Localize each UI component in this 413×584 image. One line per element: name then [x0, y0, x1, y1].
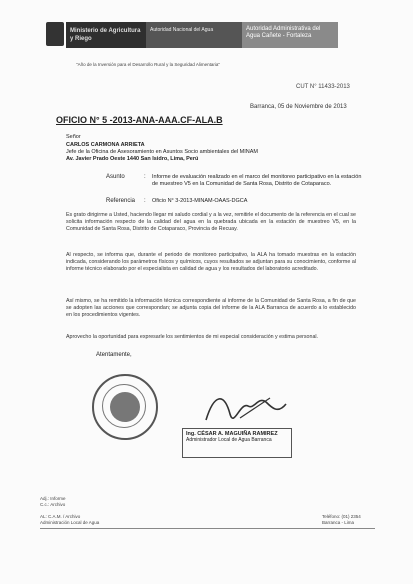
footer-line: Adj.: Informe	[40, 496, 66, 501]
letterhead-authority: Autoridad Administrativa del Agua Cañete - Fortaleza	[242, 22, 338, 48]
asunto-text: Informe de evaluación realizado en el marco del monitoreo participativo en la estación de muestreo V5 en la Comunidad de Santa Rosa, Distrito de Cotaparaco.	[152, 174, 362, 187]
letterhead-ministry: Ministerio de Agricultura y Riego	[66, 22, 146, 48]
footer-line: Administración Local de Agua	[40, 520, 100, 525]
year-motto: "Año de la Inversión para el Desarrollo Rural y la Seguridad Alimentaria"	[76, 62, 221, 67]
letter-date: Barranca, 05 de Noviembre de 2013	[250, 104, 347, 110]
footer-line: AL: C.A.M. / Archivo	[40, 514, 81, 519]
recipient-address: Av. Javier Prado Oeste 1440 San Isidro, Lima, Perú	[66, 156, 199, 162]
footer-contact: Barranca - Lima	[322, 520, 355, 525]
footer-divider	[40, 528, 375, 529]
official-seal-icon	[92, 374, 158, 440]
cut-number: CUT N° 11433-2013	[296, 84, 350, 90]
recipient-block	[66, 142, 326, 163]
letterhead-agency: Autoridad Nacional del Agua	[146, 22, 242, 48]
asunto-colon: :	[144, 174, 146, 180]
peru-seal-icon	[46, 22, 64, 46]
footer-line: C.c.: Archivo	[40, 502, 66, 507]
letterhead	[46, 22, 338, 48]
recipient-role: Jefe de la Oficina de Asesoramiento en Asuntos Socio ambientales del MINAM	[66, 149, 258, 155]
reference-text: Oficio N° 3-2013-MINAM-OAAS-DGCA	[152, 198, 248, 204]
body-paragraph: Así mismo, se ha remitido la información técnica correspondiente al informe de la Comunidad de Santa Rosa, a fin de que se adopten las acciones que correspondan; se adjunta copia del informe de la ALA Barranca de acuerdo a lo establecido en los procedimientos vigentes.	[66, 298, 356, 318]
body-paragraph: Aprovecho la oportunidad para expresarle los sentimientos de mi especial consideración y estima personal.	[66, 334, 319, 340]
signer-name: Ing. CÉSAR A. MAGUIÑA RAMIREZ	[186, 431, 278, 437]
reference-label: Referencia	[106, 198, 136, 204]
reference-colon: :	[144, 198, 146, 204]
body-paragraph: Es grato dirigirme a Usted, haciendo llegar mi saludo cordial y a la vez, remitirle el documento de la referencia en el cual se solicita información respecto de la calidad del agua en la quebrada ubicada en la estación de muestreo V5, en la Comunidad de Santa Rosa, Distrito de Cotaparaco, Provincia de Recuay.	[66, 212, 356, 232]
closing: Atentamente,	[96, 352, 132, 358]
oficio-number: OFICIO N° 5 -2013-ANA-AAA.CF-ALA.B	[56, 115, 223, 125]
salutation: Señor	[66, 134, 81, 140]
body-paragraph: Al respecto, se informa que, durante el periodo de monitoreo participativo, la ALA ha tomado muestras en la estación indicada, considerando los parámetros físicos y químicos, cuyos resultados se adjuntan para su conocimiento, conforme al informe técnico elaborado por el especialista en calidad de agua y los resultados del laboratorio acreditado.	[66, 252, 356, 272]
signer-title: Administrador Local de Agua Barranca	[186, 437, 272, 443]
signature-icon	[200, 384, 290, 434]
recipient-name: CARLOS CARMONA ARRIETA	[66, 142, 145, 148]
signature-stamp	[182, 428, 292, 458]
footer-contact: Teléfono: (01) 2354	[322, 514, 361, 519]
asunto-label: Asunto	[106, 174, 125, 180]
